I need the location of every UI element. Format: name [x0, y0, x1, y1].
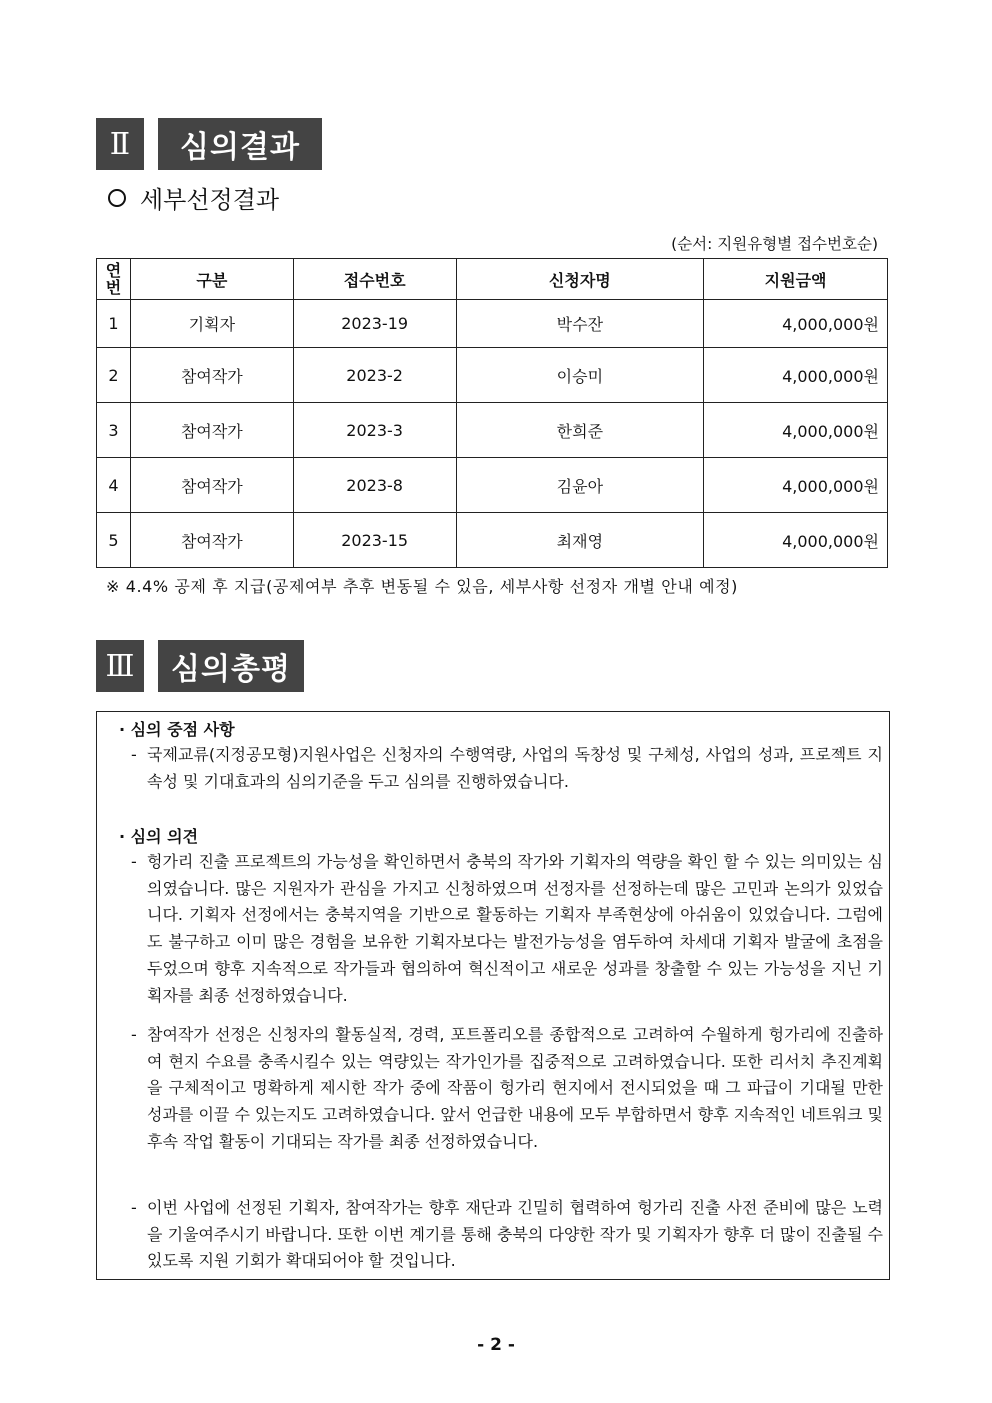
table-row — [97, 300, 888, 348]
table-header-row — [97, 259, 888, 300]
cell-category: 참여작가 — [130, 458, 293, 513]
section-3-title: 심의총평 — [158, 640, 304, 692]
cell-category: 참여작가 — [130, 348, 293, 403]
cell-applicant: 최재영 — [456, 513, 704, 568]
section-3-header — [96, 640, 304, 692]
section-2-header — [96, 118, 322, 170]
cell-receipt-no: 2023-8 — [293, 458, 456, 513]
subsection-title-text: 세부선정결과 — [140, 186, 280, 214]
cell-no: 3 — [97, 403, 131, 458]
opinion-paragraph-1 — [131, 849, 883, 1009]
header-no — [97, 259, 131, 300]
section-3-numeral: Ⅲ — [96, 640, 144, 692]
cell-applicant: 박수잔 — [456, 300, 704, 348]
table-row — [97, 348, 888, 403]
cell-no: 1 — [97, 300, 131, 348]
section-2-numeral: Ⅱ — [96, 118, 144, 170]
opinion-heading: · 심의 의견 — [119, 827, 199, 846]
cell-no: 2 — [97, 348, 131, 403]
opinion-paragraph-2 — [131, 1022, 883, 1156]
cell-amount: 4,000,000원 — [704, 348, 888, 403]
cell-amount: 4,000,000원 — [704, 300, 888, 348]
cell-no: 4 — [97, 458, 131, 513]
cell-amount: 4,000,000원 — [704, 513, 888, 568]
cell-receipt-no: 2023-19 — [293, 300, 456, 348]
focus-paragraph — [131, 742, 883, 795]
cell-category: 참여작가 — [130, 513, 293, 568]
cell-no: 5 — [97, 513, 131, 568]
dash-marker: - — [131, 1198, 137, 1217]
subsection-title — [108, 180, 279, 215]
order-note: (순서: 지원유형별 접수번호순) — [671, 235, 878, 253]
header-amount: 지원금액 — [704, 259, 888, 300]
cell-applicant: 김윤아 — [456, 458, 704, 513]
cell-category: 참여작가 — [130, 403, 293, 458]
selection-result-table — [96, 258, 888, 568]
focus-heading: · 심의 중점 사항 — [119, 720, 235, 739]
cell-receipt-no: 2023-15 — [293, 513, 456, 568]
table-row — [97, 403, 888, 458]
opinion-text-2: 참여작가 선정은 신청자의 활동실적, 경력, 포트폴리오를 종합적으로 고려하여 수월하게 헝가리에 진출하여 현지 수요를 충족시킬수 있는 역량있는 작가인가를 집중적으로 고려하였습니다. 또한 리서치 추진계획을 구체적이고 명확하게 제시한 작가 중에 작품이 헝가리 현지에서 전시되었을 때 그 파급이 기대될 만한 성과를 이끌 수 있는지도 고려하였습니다. 앞서 언급한 내용에 모두 부합하면서 향후 지속적인 네트워크 및 후속 작업 활동이 기대되는 작가를 최종 선정하였습니다. — [147, 1025, 883, 1151]
opinion-paragraph-3 — [131, 1195, 883, 1275]
deduction-footnote: ※ 4.4% 공제 후 지급(공제여부 추후 변동될 수 있음, 세부사항 선정자 개별 안내 예정) — [106, 577, 739, 596]
section-2-title: 심의결과 — [158, 118, 322, 170]
focus-text: 국제교류(지정공모형)지원사업은 신청자의 수행역량, 사업의 독창성 및 구체성, 사업의 성과, 프로젝트 지속성 및 기대효과의 심의기준을 두고 심의를 진행하였습니다. — [147, 745, 883, 791]
cell-amount: 4,000,000원 — [704, 403, 888, 458]
header-category: 구분 — [130, 259, 293, 300]
cell-applicant: 이승미 — [456, 348, 704, 403]
dash-marker: - — [131, 1025, 137, 1044]
dash-marker: - — [131, 852, 137, 871]
header-receipt-no: 접수번호 — [293, 259, 456, 300]
opinion-text-1: 헝가리 진출 프로젝트의 가능성을 확인하면서 충북의 작가와 기획자의 역량을 확인 할 수 있는 의미있는 심의였습니다. 많은 지원자가 관심을 가지고 신청하였으며 선정자를 선정하는데 많은 고민과 논의가 있었습니다. 기획자 선정에서는 충북지역을 기반으로 활동하는 기획자 부족현상에 아쉬움이 있었습니다. 그럼에도 불구하고 이미 많은 경험을 보유한 기획자보다는 발전가능성을 염두하여 차세대 기획자 발굴에 초점을 두었으며 향후 지속적으로 작가들과 협의하여 혁신적이고 새로운 성과를 창출할 수 있는 가능성을 지닌 기획자를 최종 선정하였습니다. — [147, 852, 883, 1005]
cell-receipt-no: 2023-2 — [293, 348, 456, 403]
dash-marker: - — [131, 745, 137, 764]
table-row — [97, 458, 888, 513]
circle-outline-icon — [108, 189, 126, 207]
cell-receipt-no: 2023-3 — [293, 403, 456, 458]
table-row — [97, 513, 888, 568]
page-number: - 2 - — [477, 1335, 515, 1355]
cell-category: 기획자 — [130, 300, 293, 348]
cell-applicant: 한희준 — [456, 403, 704, 458]
header-no-text: 연번 — [105, 261, 122, 297]
cell-amount: 4,000,000원 — [704, 458, 888, 513]
header-applicant: 신청자명 — [456, 259, 704, 300]
opinion-text-3: 이번 사업에 선정된 기획자, 참여작가는 향후 재단과 긴밀히 협력하여 헝가리 진출 사전 준비에 많은 노력을 기울여주시기 바랍니다. 또한 이번 계기를 통해 충북의 다양한 작가 및 기획자가 향후 더 많이 진출될 수 있도록 지원 기회가 확대되어야 할 것입니다. — [147, 1198, 883, 1271]
review-box — [96, 711, 890, 1280]
